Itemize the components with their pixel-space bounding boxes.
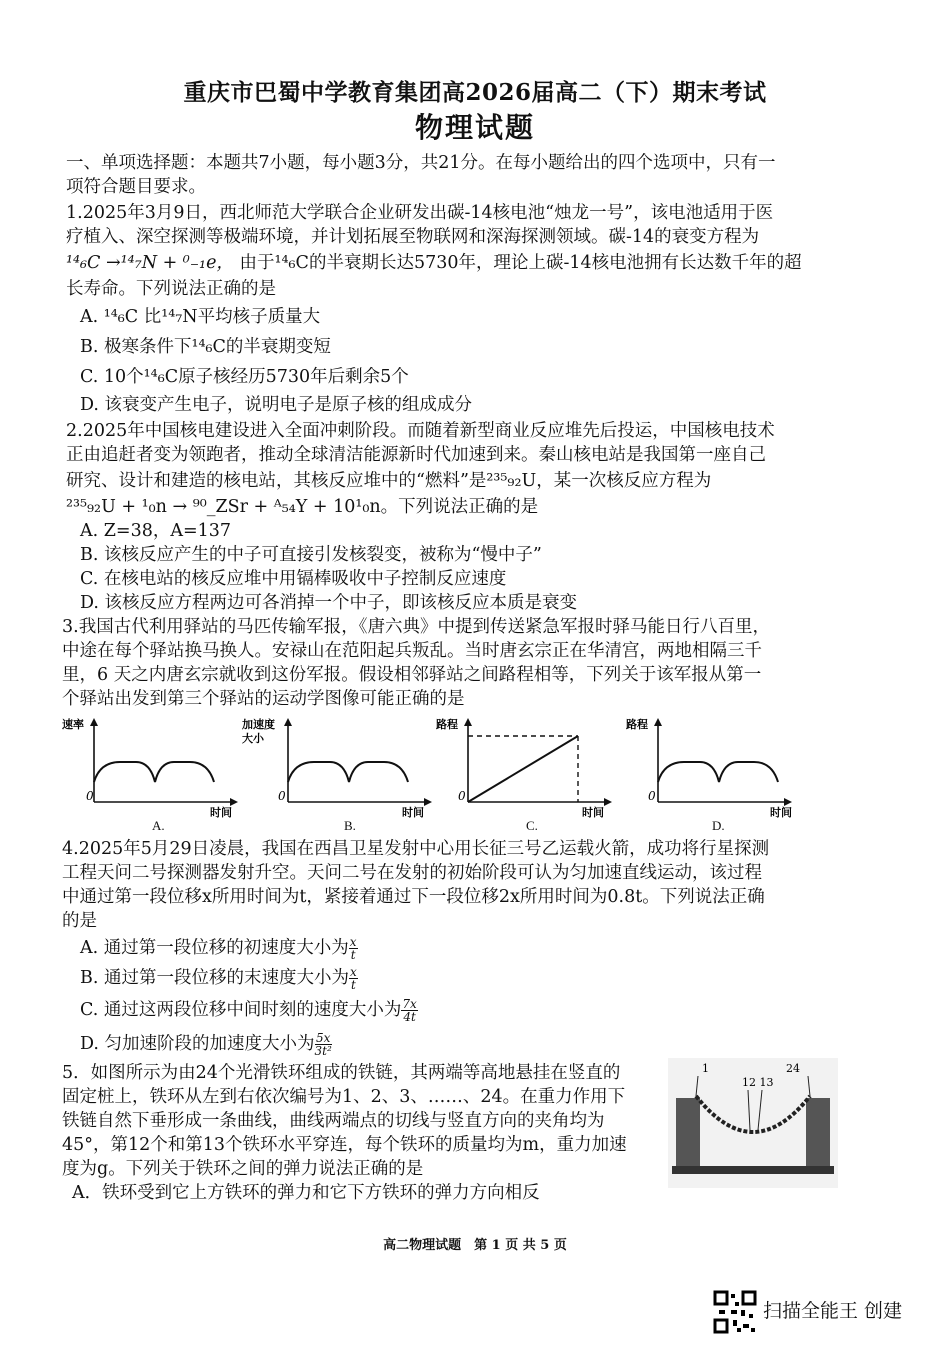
q1-option-c: C. 10个¹⁴₆C原子核经历5730年后剩余5个 bbox=[80, 367, 409, 387]
q2-option-a: A. Z=38，A=137 bbox=[80, 521, 232, 541]
graph-c-origin: 0 bbox=[458, 789, 466, 803]
q4-option-c-text: C. 通过这两段位移中间时刻的速度大小为 bbox=[80, 1000, 402, 1020]
graph-d-xlabel: 时间 bbox=[770, 806, 792, 819]
fraction-numerator: x bbox=[350, 965, 357, 979]
ring-label-24: 24 bbox=[786, 1062, 800, 1075]
graph-c-xlabel: 时间 bbox=[582, 806, 604, 819]
graph-b-ylabel: 加速度 bbox=[242, 718, 275, 731]
q4-stem: 的是 bbox=[62, 911, 97, 931]
q2-option-d: D. 该核反应方程两边可各消掉一个中子，即该核反应本质是衰变 bbox=[80, 593, 578, 613]
q4-option-a bbox=[80, 936, 358, 961]
q4-option-b-fraction bbox=[349, 966, 358, 991]
qr-code-icon bbox=[713, 1290, 757, 1338]
graph-d-origin: 0 bbox=[648, 789, 656, 803]
graph-b-origin: 0 bbox=[278, 789, 286, 803]
q4-option-b bbox=[80, 966, 358, 991]
q4-option-d bbox=[80, 1032, 332, 1057]
q1-stem: 长寿命。下列说法正确的是 bbox=[66, 279, 276, 299]
graph-b-xlabel: 时间 bbox=[402, 806, 424, 819]
q4-option-a-fraction bbox=[349, 936, 358, 961]
page-footer: 高二物理试题 第 1 页 共 5 页 bbox=[383, 1238, 567, 1253]
q1-option-d: D. 该衰变产生电子，说明电子是原子核的组成成分 bbox=[80, 395, 473, 415]
q1-option-b: B. 极寒条件下¹⁴₆C的半衰期变短 bbox=[80, 337, 331, 357]
graph-c-caption: C. bbox=[526, 818, 538, 833]
graph-b bbox=[242, 716, 432, 820]
fraction-denominator: 4t bbox=[403, 1010, 416, 1024]
graph-d-ylabel: 路程 bbox=[626, 718, 648, 731]
graph-a-xlabel: 时间 bbox=[210, 806, 232, 819]
school-title: 重庆市巴蜀中学教育集团高2026届高二（下）期末考试 bbox=[183, 79, 767, 106]
q1-stem: 1.2025年3月9日，西北师范大学联合企业研发出碳-14核电池“烛龙一号”，该电池适用于医 bbox=[66, 203, 774, 223]
q4-stem: 中通过第一段位移x所用时间为t，紧接着通过下一段位移2x所用时间为0.8t。下列说法正确 bbox=[62, 887, 765, 907]
q5-option-a: A．铁环受到它上方铁环的弹力和它下方铁环的弹力方向相反 bbox=[72, 1183, 540, 1203]
q5-stem: 铁链自然下垂形成一条曲线，曲线两端点的切线与竖直方向的夹角均为 bbox=[62, 1111, 605, 1131]
q2-stem: 正由追赶者变为领跑者，推动全球清洁能源新时代加速到来。秦山核电站是我国第一座自己 bbox=[66, 445, 766, 465]
q4-option-c-fraction bbox=[401, 998, 417, 1023]
q4-option-c bbox=[80, 998, 418, 1023]
graph-c-ylabel: 路程 bbox=[436, 718, 458, 731]
ring-label-1: 1 bbox=[702, 1062, 709, 1075]
q4-stem: 工程天问二号探测器发射升空。天问二号在发射的初始阶段可认为匀加速直线运动，该过程 bbox=[62, 863, 762, 883]
fraction-numerator: x bbox=[349, 935, 357, 949]
q3-stem: 里，6 天之内唐玄宗就收到这份军报。假设相邻驿站之间路程相等，下列关于该军报从第一 bbox=[62, 665, 762, 685]
graph-a-origin: 0 bbox=[86, 789, 94, 803]
q1-equation: ¹⁴₆C →¹⁴₇N + ⁰₋₁e， bbox=[66, 253, 234, 273]
q2-option-c: C. 在核电站的核反应堆中用镉棒吸收中子控制反应速度 bbox=[80, 569, 507, 589]
q1-stem bbox=[66, 252, 802, 274]
fraction-denominator: 3t² bbox=[314, 1044, 332, 1058]
q4-option-d-fraction bbox=[315, 1032, 332, 1057]
scanner-watermark: 扫描全能王 创建 bbox=[763, 1300, 903, 1322]
q1-stem: 疗植入、深空探测等极端环境，并计划拓展至物联网和深海探测领域。碳-14的衰变方程为 bbox=[66, 227, 760, 247]
q5-stem: 5．如图所示为由24个光滑铁环组成的铁链，其两端等高地悬挂在竖直的 bbox=[62, 1063, 621, 1083]
q5-stem: 固定桩上，铁环从左到右依次编号为1、2、3、……、24。在重力作用下 bbox=[62, 1087, 626, 1107]
subject-title: 物理试题 bbox=[414, 111, 535, 144]
q1-option-a: A. ¹⁴₆C 比¹⁴₇N平均核子质量大 bbox=[80, 307, 321, 327]
section-heading: 一、单项选择题：本题共7小题，每小题3分，共21分。在每小题给出的四个选项中，只有一 bbox=[66, 153, 776, 173]
q2-stem: 2.2025年中国核电建设进入全面冲刺阶段。而随着新型商业反应堆先后投运，中国核电技术 bbox=[66, 421, 775, 441]
q2-equation: ²³⁵₉₂U + ¹₀n → ⁹⁰_ZSr + ᴬ₅₄Y + 10¹₀n。下列说法正确的是 bbox=[66, 497, 539, 517]
q4-stem: 4.2025年5月29日凌晨，我国在西昌卫星发射中心用长征三号乙运载火箭，成功将行星探测 bbox=[62, 839, 770, 859]
q5-stem: 度为g。下列关于铁环之间的弹力说法正确的是 bbox=[62, 1159, 424, 1179]
q2-stem: 研究、设计和建造的核电站，其核反应堆中的“燃料”是²³⁵₉₂U，某一次核反应方程为 bbox=[66, 471, 712, 491]
q3-stem: 个驿站出发到第三个驿站的运动学图像可能正确的是 bbox=[62, 689, 465, 709]
fraction-numerator: 7x bbox=[402, 997, 417, 1011]
graph-d bbox=[622, 716, 812, 820]
q4-option-b-text: B. 通过第一段位移的末速度大小为 bbox=[80, 968, 349, 988]
q3-stem: 3.我国古代利用驿站的马匹传输军报，《唐六典》中提到传送紧急军报时驿马能日行八百里， bbox=[62, 617, 770, 637]
section-heading-cont: 项符合题目要求。 bbox=[66, 177, 206, 197]
graph-d-caption: D. bbox=[712, 818, 725, 833]
graph-a-caption: A. bbox=[152, 818, 165, 833]
fraction-denominator: t bbox=[350, 948, 356, 962]
q3-stem: 中途在每个驿站换马换人。安禄山在范阳起兵叛乱。当时唐玄宗正在华清宫，两地相隔三千 bbox=[62, 641, 762, 661]
graph-b-ylabel-2: 大小 bbox=[242, 732, 264, 745]
q4-option-a-text: A. 通过第一段位移的初速度大小为 bbox=[80, 938, 349, 958]
q4-option-d-text: D. 匀加速阶段的加速度大小为 bbox=[80, 1034, 315, 1054]
fraction-denominator: t bbox=[350, 978, 356, 992]
chain-figure bbox=[668, 1058, 838, 1188]
graph-c bbox=[432, 716, 622, 820]
graph-a-ylabel: 速率 bbox=[62, 718, 84, 731]
q1-stem-text: 由于¹⁴₆C的半衰期长达5730年，理论上碳-14核电池拥有长达数千年的超 bbox=[239, 253, 802, 273]
q2-option-b: B. 该核反应产生的中子可直接引发核裂变，被称为“慢中子” bbox=[80, 545, 542, 565]
ring-label-12-13: 12 13 bbox=[742, 1076, 774, 1089]
q5-stem: 45°，第12个和第13个铁环水平穿连，每个铁环的质量均为m，重力加速 bbox=[62, 1135, 627, 1155]
fraction-numerator: 5x bbox=[315, 1031, 331, 1045]
graph-a bbox=[58, 716, 248, 820]
graph-b-caption: B. bbox=[344, 818, 356, 833]
